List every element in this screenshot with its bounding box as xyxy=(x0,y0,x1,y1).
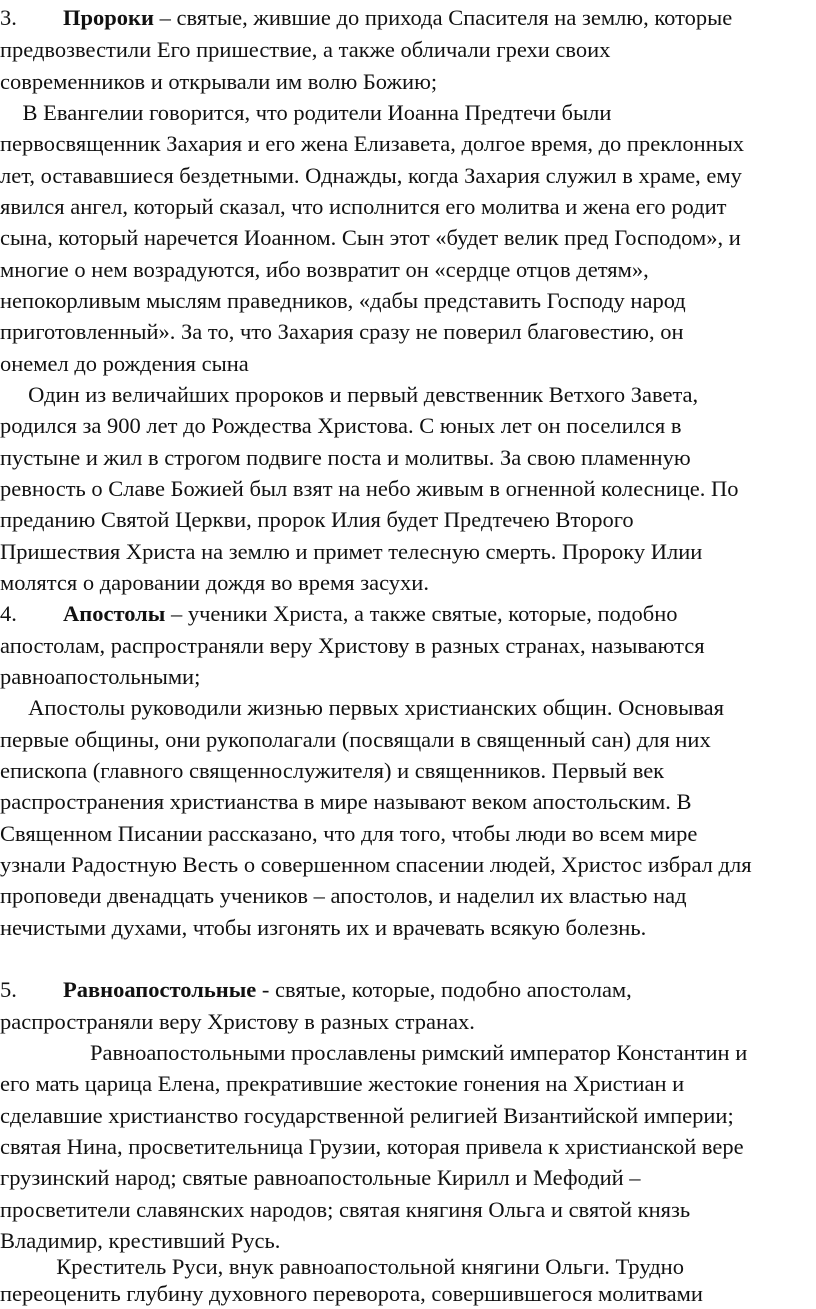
section-term: Равноапостольные xyxy=(63,977,257,1002)
text-line: Один из величайших пророков и первый девственник Ветхого Завета, xyxy=(0,382,699,407)
text-line: распространяли веру Христову в разных странах. xyxy=(0,1009,475,1034)
text-line: проповеди двенадцать учеников – апостолов, и наделил их властью над xyxy=(0,883,687,908)
text-line: лет, остававшиеся бездетными. Однажды, когда Захария служил в храме, ему xyxy=(0,163,742,188)
text-line: Креститель Руси, внук равноапостольной княгини Ольги. Трудно xyxy=(0,1254,684,1279)
section-lead-text: - святые, которые, подобно апостолам, xyxy=(256,977,632,1002)
section-5-heading xyxy=(0,974,632,1005)
text-line: явился ангел, который сказал, что исполнится его молитва и жена его родит xyxy=(0,194,727,219)
text-line: сделавшие христианство государственной религией Византийской империи; xyxy=(0,1103,734,1128)
text-line: онемел до рождения сына xyxy=(0,351,249,376)
section-term: Апостолы xyxy=(63,601,166,626)
text-line: Священном Писании рассказано, что для того, чтобы люди во всем мире xyxy=(0,821,698,846)
text-line: распространения христианства в мире называют веком апостольским. В xyxy=(0,789,692,814)
text-line: В Евангелии говорится, что родители Иоанна Предтечи были xyxy=(0,100,612,125)
text-line: предвозвестили Его пришествие, а также обличали грехи своих xyxy=(0,37,611,62)
text-line: сына, который наречется Иоанном. Сын этот «будет велик пред Господом», и xyxy=(0,225,741,250)
text-line: апостолам, распространяли веру Христову в разных странах, называются xyxy=(0,633,705,658)
section-number: 4. xyxy=(0,601,17,626)
section-lead-text: – ученики Христа, а также святые, которые, подобно xyxy=(165,601,678,626)
section-4-heading xyxy=(0,598,678,629)
text-line: пустыне и жил в строгом подвиге поста и молитвы. За свою пламенную xyxy=(0,445,691,470)
section-3-heading xyxy=(0,2,732,33)
text-line: первосвященник Захария и его жена Елизавета, долгое время, до преклонных xyxy=(0,131,745,156)
section-lead-text: – святые, жившие до прихода Спасителя на землю, которые xyxy=(153,5,733,30)
text-line: нечистыми духами, чтобы изгонять их и врачевать всякую болезнь. xyxy=(0,915,647,940)
text-line: преданию Святой Церкви, пророк Илия будет Предтечею Второго xyxy=(0,507,634,532)
section-term: Пророки xyxy=(63,5,154,30)
text-line: молятся о даровании дождя во время засухи. xyxy=(0,570,429,595)
text-line: Апостолы руководили жизнью первых христианских общин. Основывая xyxy=(0,695,725,720)
text-line: современников и открывали им волю Божию; xyxy=(0,69,438,94)
section-number: 5. xyxy=(0,977,17,1002)
text-line: первые общины, они рукополагали (посвящали в священный сан) для них xyxy=(0,727,711,752)
section-number: 3. xyxy=(0,5,17,30)
text-line: приготовленный». За то, что Захария сразу не поверил благовестию, он xyxy=(0,319,684,344)
text-line: просветители славянских народов; святая княгиня Ольга и святой князь xyxy=(0,1197,691,1222)
text-line: ревность о Славе Божией был взят на небо живым в огненной колеснице. По xyxy=(0,476,739,501)
text-line: непокорливым мыслям праведников, «дабы представить Господу народ xyxy=(0,288,686,313)
text-line: Равноапостольными прославлены римский император Константин и xyxy=(0,1040,748,1065)
text-line: переоценить глубину духовного переворота, совершившегося молитвами xyxy=(0,1281,703,1306)
text-line: грузинский народ; святые равноапостольные Кирилл и Мефодий – xyxy=(0,1165,641,1190)
text-line: святая Нина, просветительница Грузии, которая привела к христианской вере xyxy=(0,1134,744,1159)
text-line: многие о нем возрадуются, ибо возвратит он «сердце отцов детям», xyxy=(0,257,649,282)
text-line: равноапостольными; xyxy=(0,664,201,689)
text-line: епископа (главного священнослужителя) и священников. Первый век xyxy=(0,758,665,783)
text-line: Пришествия Христа на землю и примет телесную смерть. Пророку Илии xyxy=(0,539,703,564)
text-line: Владимир, крестивший Русь. xyxy=(0,1228,281,1253)
text-line: узнали Радостную Весть о совершенном спасении людей, Христос избрал для xyxy=(0,852,752,877)
text-line: родился за 900 лет до Рождества Христова. С юных лет он поселился в xyxy=(0,413,682,438)
text-line: его мать царица Елена, прекратившие жестокие гонения на Христиан и xyxy=(0,1071,685,1096)
